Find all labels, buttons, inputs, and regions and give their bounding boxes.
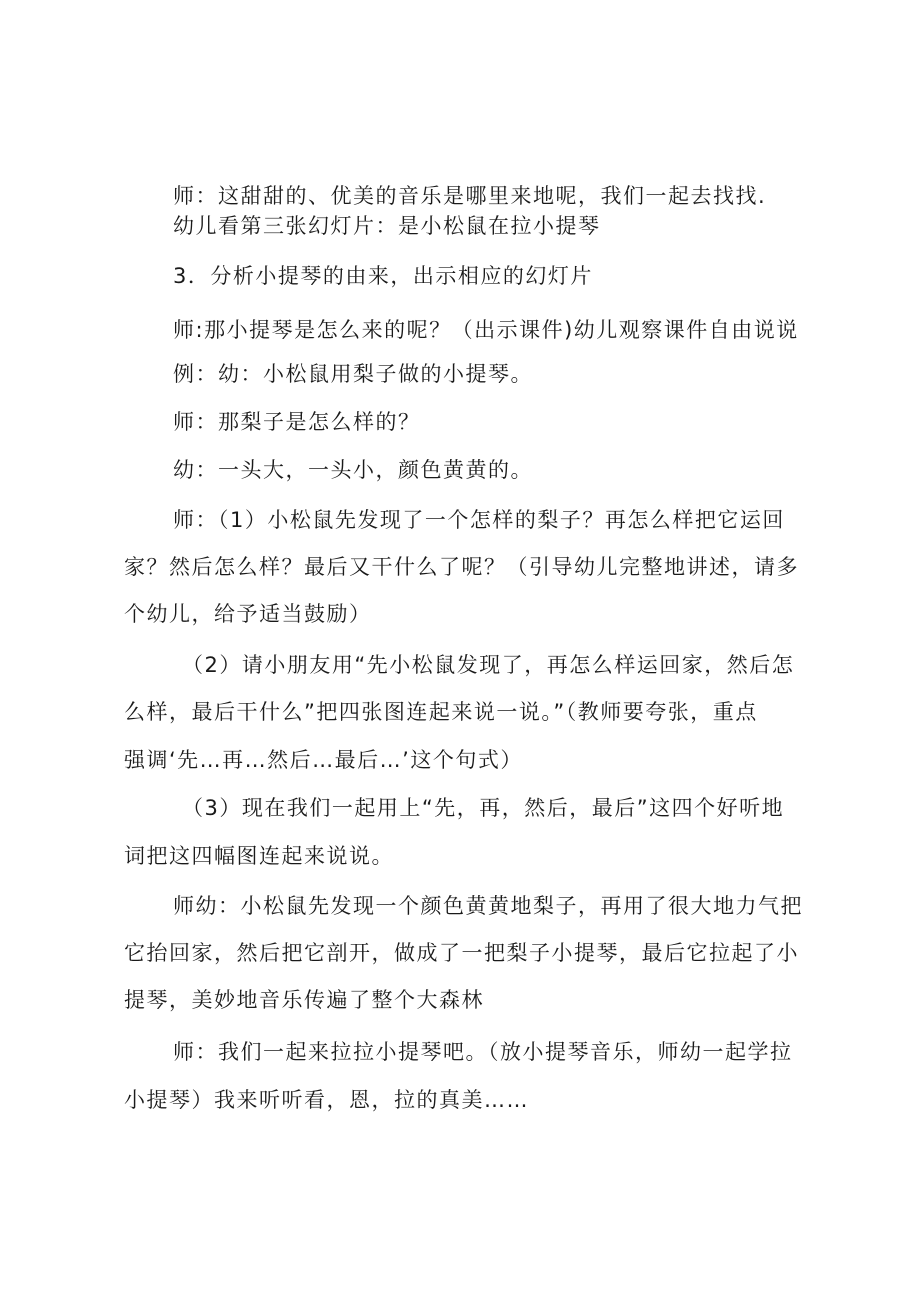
text-line: 个幼儿，给予适当鼓励） (124, 602, 372, 626)
text-line: 例：幼：小松鼠用梨子做的小提琴。 (173, 362, 533, 386)
text-line: 小提琴）我来听听看，恩，拉的真美…… (124, 1088, 529, 1112)
text-line: 幼：一头大，一头小，颜色黄黄的。 (173, 458, 533, 482)
text-line: 它抬回家，然后把它剖开，做成了一把梨子小提琴，最后它拉起了小 (124, 941, 799, 965)
text-line: 么样，最后干什么”把四张图连起来说一说。”（教师要夸张，重点 (124, 700, 758, 724)
text-line: 师：我们一起来拉拉小提琴吧。（放小提琴音乐，师幼一起学拉 (173, 1040, 793, 1064)
text-line: 提琴，美妙地音乐传遍了整个大森林 (124, 988, 484, 1012)
text-line: （2）请小朋友用“先小松鼠发现了，再怎么样运回家，然后怎 (182, 653, 795, 677)
text-line: 师：那梨子是怎么样的？ (173, 410, 421, 434)
section-heading: 3．分析小提琴的由来，出示相应的幻灯片 (173, 264, 593, 288)
text-line: 师：（1）小松鼠先发现了一个怎样的梨子？再怎么样把它运回 (173, 508, 785, 532)
text-line: 家？然后怎么样？最后又干什么了呢？（引导幼儿完整地讲述，请多 (124, 555, 799, 579)
text-line: 师：这甜甜的、优美的音乐是哪里来地呢，我们一起去找找. (173, 184, 767, 208)
text-line: 师幼：小松鼠先发现一个颜色黄黄地梨子，再用了很大地力气把 (173, 894, 803, 918)
text-line: 词把这四幅图连起来说说。 (124, 844, 394, 868)
text-line: 幼儿看第三张幻灯片：是小松鼠在拉小提琴 (173, 214, 601, 238)
text-line: 强调‘先…再…然后…最后…’这个句式） (124, 748, 523, 772)
text-line: （3）现在我们一起用上“先，再，然后，最后”这四个好听地 (182, 796, 785, 820)
text-line: 师:那小提琴是怎么来的呢？（出示课件)幼儿观察课件自由说说 (173, 318, 799, 342)
